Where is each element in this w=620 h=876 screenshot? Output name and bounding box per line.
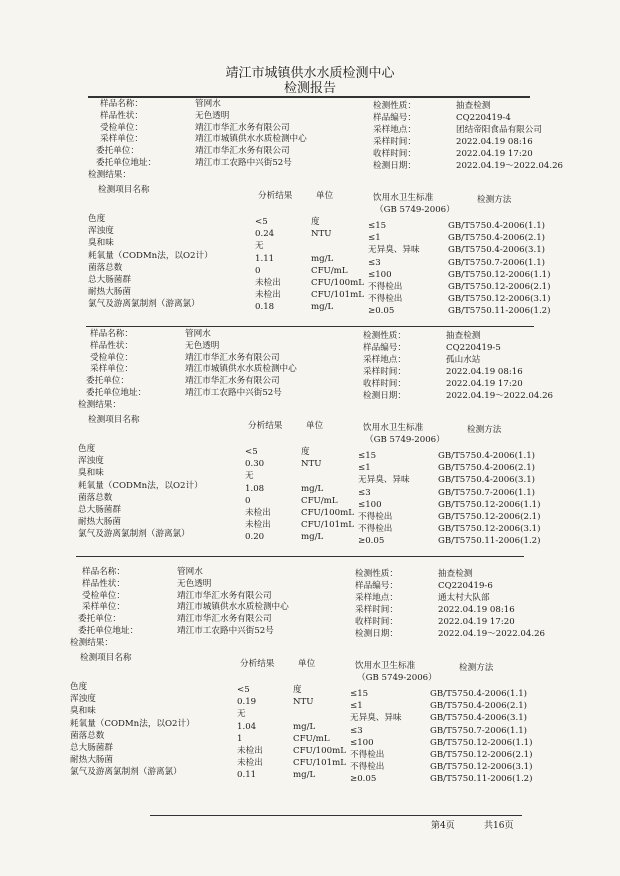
value-sample-state: 无色透明: [195, 110, 230, 121]
value-sampling-place: 通太村大队部: [438, 593, 490, 603]
row-method: GB/T5750.12-2006(1.1): [438, 499, 541, 510]
row-item: 色度: [70, 682, 88, 692]
row-item: 总大肠菌群: [70, 743, 113, 753]
title-rule: [88, 96, 530, 98]
label-entrust-unit: 委托单位：: [78, 614, 121, 625]
row-unit: NTU: [311, 229, 332, 240]
row-item: 氯气及游离氯制剂（游离氯）: [88, 299, 200, 310]
row-standard: ≤15: [350, 689, 369, 699]
row-method: GB/T5750.12-2006(1.1): [448, 269, 551, 280]
value-entrust-unit: 靖江市华汇水务有限公司: [185, 376, 280, 387]
row-method: GB/T5750.4-2006(1.1): [430, 689, 528, 699]
label-entrust-unit: 委托单位：: [86, 376, 129, 387]
row-standard: 不得检出: [358, 524, 393, 535]
col-header-standard: 饮用水卫生标准: [373, 193, 434, 203]
row-standard: ≤100: [368, 269, 392, 280]
row-result: <5: [237, 685, 250, 695]
row-standard: ≥0.05: [358, 536, 385, 547]
row-unit: CFU/100mL: [301, 508, 354, 518]
row-method: GB/T5750.11-2006(1.2): [430, 774, 533, 785]
row-result: 0: [245, 495, 251, 506]
page-total: 共16页: [484, 821, 514, 831]
row-method: GB/T5750.12-2006(3.1): [438, 524, 541, 535]
row-standard: ≤100: [350, 737, 374, 748]
row-item: 耗氧量（CODMn法，以O2计）: [70, 718, 195, 729]
row-item: 臭和味: [70, 706, 96, 717]
label-client-unit: 受检单位：: [100, 122, 143, 133]
row-item: 氯气及游离氯制剂（游离氯）: [70, 767, 182, 778]
label-sample-name: 样品名称：: [100, 99, 143, 109]
col-header-unit: 单位: [298, 659, 316, 669]
row-result: 0.30: [245, 459, 265, 470]
row-standard: ≤1: [350, 701, 363, 712]
row-standard: ≤15: [358, 451, 377, 461]
label-entrust-addr: 委托单位地址：: [96, 158, 157, 168]
row-item: 总大肠菌群: [78, 505, 121, 515]
row-result: 未检出: [245, 508, 271, 518]
row-method: GB/T5750.7-2006(1.1): [448, 257, 546, 268]
value-test-date: 2022.04.19～2022.04.26: [446, 391, 554, 401]
row-unit: CFU/mL: [301, 495, 338, 506]
row-result: 0.24: [255, 229, 275, 240]
col-header-result: 分析结果: [258, 191, 293, 201]
row-unit: mg/L: [301, 483, 324, 494]
col-header-item: 检测项目名称: [98, 185, 150, 195]
row-result: 未检出: [237, 758, 263, 769]
label-sample-no: 样品编号：: [355, 581, 398, 591]
row-unit: 度: [293, 685, 302, 695]
row-standard: ≤1: [358, 463, 371, 474]
value-client-unit: 靖江市华汇水务有限公司: [195, 122, 290, 133]
row-method: GB/T5750.12-2006(2.1): [448, 282, 551, 292]
row-result: 未检出: [255, 278, 281, 288]
report-title: 靖江市城镇供水水质检测中心: [225, 66, 395, 81]
row-result: 0.11: [237, 770, 257, 781]
label-test-date: 检测日期：: [373, 161, 416, 171]
report-subtitle: 检测报告: [283, 81, 336, 96]
row-unit: CFU/101mL: [311, 290, 364, 301]
row-result: 0.20: [245, 532, 265, 543]
row-standard: ≥0.05: [368, 306, 395, 317]
row-method: GB/T5750.11-2006(1.2): [448, 306, 551, 317]
row-method: GB/T5750.4-2006(2.1): [430, 701, 528, 712]
col-header-method: 检测方法: [477, 195, 512, 205]
label-client-unit: 受检单位：: [90, 352, 133, 363]
row-method: GB/T5750.4-2006(2.1): [448, 233, 546, 244]
row-item: 臭和味: [78, 468, 104, 479]
footer-rule: [150, 815, 522, 816]
row-unit: CFU/mL: [311, 265, 348, 276]
value-receive-time: 2022.04.19 17:20: [446, 379, 523, 389]
col-header-standard: 饮用水卫生标准: [363, 423, 424, 433]
label-sample-state: 样品性状：: [90, 340, 133, 351]
label-entrust-addr: 委托单位地址：: [86, 388, 147, 398]
label-sampling-unit: 采样单位：: [82, 602, 125, 613]
value-sampling-place: 孤山水站: [446, 355, 481, 365]
value-entrust-unit: 靖江市华汇水务有限公司: [195, 146, 290, 157]
row-item: 氯气及游离氯制剂（游离氯）: [78, 529, 190, 540]
row-standard: ≤3: [350, 725, 363, 736]
col-header-standard-code: （GB 5749-2006）: [375, 205, 455, 215]
col-header-method: 检测方法: [467, 425, 502, 435]
row-unit: CFU/100mL: [311, 278, 364, 288]
row-method: GB/T5750.12-2006(3.1): [448, 294, 551, 305]
value-sampling-time: 2022.04.19 08:16: [456, 137, 533, 147]
label-receive-time: 收样时间：: [373, 149, 416, 159]
row-result: <5: [255, 217, 268, 227]
value-sampling-place: 团结帝阳食品有限公司: [456, 125, 542, 135]
value-sample-state: 无色透明: [177, 578, 212, 589]
row-standard: 不得检出: [350, 750, 385, 760]
col-header-unit: 单位: [316, 191, 334, 201]
col-header-method: 检测方法: [459, 663, 494, 673]
row-standard: 无异臭、异味: [350, 713, 402, 724]
row-item: 耐热大肠菌: [70, 755, 113, 766]
value-sampling-unit: 靖江市城镇供水水质检测中心: [177, 602, 289, 613]
value-sampling-time: 2022.04.19 08:16: [438, 605, 515, 615]
value-receive-time: 2022.04.19 17:20: [438, 617, 515, 627]
row-method: GB/T5750.7-2006(1.1): [430, 725, 528, 736]
row-item: 色度: [78, 444, 96, 454]
label-sample-no: 样品编号：: [363, 343, 406, 353]
row-result: 1.11: [255, 253, 275, 264]
row-result: 1.04: [237, 721, 257, 732]
row-unit: mg/L: [293, 721, 316, 732]
label-test-date: 检测日期：: [363, 391, 406, 401]
row-method: GB/T5750.4-2006(3.1): [430, 713, 528, 724]
value-entrust-addr: 靖江市工农路中兴街52号: [195, 158, 292, 168]
row-unit: 度: [311, 217, 320, 227]
row-unit: CFU/101mL: [293, 758, 346, 769]
row-item: 耐热大肠菌: [88, 287, 131, 298]
col-header-unit: 单位: [306, 421, 324, 431]
value-client-unit: 靖江市华汇水务有限公司: [185, 352, 280, 363]
label-sample-name: 样品名称：: [82, 567, 125, 577]
value-client-unit: 靖江市华汇水务有限公司: [177, 590, 272, 601]
label-test-nature: 检测性质：: [363, 331, 406, 341]
label-sampling-place: 采样地点：: [355, 593, 398, 603]
label-test-result: 检测结果：: [88, 169, 131, 180]
row-item: 菌落总数: [88, 262, 123, 273]
row-method: GB/T5750.12-2006(1.1): [430, 737, 533, 748]
row-item: 臭和味: [88, 238, 114, 249]
row-unit: mg/L: [301, 532, 324, 543]
block-separator: [76, 556, 524, 557]
row-standard: 不得检出: [358, 512, 393, 522]
value-sample-name: 管网水: [185, 329, 211, 339]
col-header-standard: 饮用水卫生标准: [355, 661, 416, 671]
row-result: 1.08: [245, 483, 265, 494]
value-test-nature: 抽查检测: [456, 101, 491, 111]
col-header-result: 分析结果: [240, 659, 275, 669]
row-standard: ≤15: [368, 221, 387, 231]
row-item: 耗氧量（CODMn法，以O2计）: [78, 480, 203, 491]
row-standard: ≤3: [358, 487, 371, 498]
label-sampling-unit: 采样单位：: [90, 364, 133, 375]
row-unit: CFU/101mL: [301, 520, 354, 531]
value-sample-name: 管网水: [177, 567, 203, 577]
row-item: 耗氧量（CODMn法，以O2计）: [88, 250, 213, 261]
row-result: 0.19: [237, 697, 257, 708]
row-method: GB/T5750.11-2006(1.2): [438, 536, 541, 547]
col-header-item: 检测项目名称: [88, 415, 140, 425]
label-sample-state: 样品性状：: [100, 110, 143, 121]
row-standard: 不得检出: [368, 294, 403, 305]
label-sampling-time: 采样时间：: [373, 137, 416, 147]
row-standard: 不得检出: [368, 282, 403, 292]
label-sampling-place: 采样地点：: [363, 355, 406, 365]
value-sample-no: CQ220419-4: [456, 113, 511, 123]
label-sampling-time: 采样时间：: [363, 367, 406, 377]
row-result: <5: [245, 447, 258, 457]
row-method: GB/T5750.4-2006(3.1): [448, 245, 546, 256]
label-entrust-addr: 委托单位地址：: [78, 626, 139, 636]
row-unit: CFU/mL: [293, 733, 330, 744]
row-unit: mg/L: [311, 302, 334, 313]
row-item: 耐热大肠菌: [78, 517, 121, 528]
row-method: GB/T5750.12-2006(2.1): [430, 750, 533, 760]
row-result: 无: [237, 709, 246, 720]
label-test-result: 检测结果：: [78, 399, 121, 410]
row-result: 无: [245, 471, 254, 482]
row-standard: 不得检出: [350, 762, 385, 773]
row-unit: 度: [301, 447, 310, 457]
label-test-nature: 检测性质：: [373, 101, 416, 111]
value-sampling-unit: 靖江市城镇供水水质检测中心: [185, 364, 297, 375]
row-unit: NTU: [301, 459, 322, 470]
label-test-result: 检测结果：: [70, 637, 113, 648]
col-header-item: 检测项目名称: [80, 653, 132, 663]
row-method: GB/T5750.12-2006(3.1): [430, 762, 533, 773]
row-method: GB/T5750.7-2006(1.1): [438, 487, 536, 498]
row-result: 未检出: [237, 746, 263, 756]
col-header-standard-code: （GB 5749-2006）: [357, 673, 437, 683]
value-test-nature: 抽查检测: [446, 331, 481, 341]
label-test-nature: 检测性质：: [355, 569, 398, 579]
row-item: 浑浊度: [88, 226, 114, 237]
row-method: GB/T5750.4-2006(2.1): [438, 463, 536, 474]
row-method: GB/T5750.4-2006(1.1): [438, 451, 536, 461]
row-item: 色度: [88, 214, 106, 224]
value-sample-name: 管网水: [195, 99, 221, 109]
row-unit: mg/L: [311, 253, 334, 264]
row-unit: CFU/100mL: [293, 746, 346, 756]
value-test-date: 2022.04.19～2022.04.26: [438, 629, 546, 639]
row-item: 浑浊度: [78, 456, 104, 467]
row-standard: ≥0.05: [350, 774, 377, 785]
row-standard: 无异臭、异味: [368, 245, 420, 256]
value-sample-state: 无色透明: [185, 340, 220, 351]
row-standard: ≤100: [358, 499, 382, 510]
value-test-date: 2022.04.19～2022.04.26: [456, 161, 564, 171]
row-unit: mg/L: [293, 770, 316, 781]
label-sample-name: 样品名称：: [90, 329, 133, 339]
label-receive-time: 收样时间：: [355, 617, 398, 627]
col-header-standard-code: （GB 5749-2006）: [365, 435, 445, 445]
col-header-result: 分析结果: [248, 421, 283, 431]
row-result: 0.18: [255, 302, 275, 313]
label-sampling-unit: 采样单位：: [100, 134, 143, 145]
value-entrust-unit: 靖江市华汇水务有限公司: [177, 614, 272, 625]
value-test-nature: 抽查检测: [438, 569, 473, 579]
row-item: 菌落总数: [78, 492, 113, 503]
page-number: 第4页: [431, 821, 455, 831]
row-result: 未检出: [245, 520, 271, 531]
row-method: GB/T5750.4-2006(1.1): [448, 221, 546, 231]
row-unit: NTU: [293, 697, 314, 708]
label-sample-no: 样品编号：: [373, 113, 416, 123]
label-entrust-unit: 委托单位：: [96, 146, 139, 157]
value-entrust-addr: 靖江市工农路中兴街52号: [177, 626, 274, 636]
row-item: 总大肠菌群: [88, 275, 131, 285]
row-method: GB/T5750.4-2006(3.1): [438, 475, 536, 486]
row-result: 无: [255, 241, 264, 252]
value-sampling-time: 2022.04.19 08:16: [446, 367, 523, 377]
row-standard: ≤3: [368, 257, 381, 268]
label-sampling-time: 采样时间：: [355, 605, 398, 615]
value-sampling-unit: 靖江市城镇供水水质检测中心: [195, 134, 307, 145]
label-sample-state: 样品性状：: [82, 578, 125, 589]
block-separator: [86, 326, 534, 327]
value-receive-time: 2022.04.19 17:20: [456, 149, 533, 159]
label-sampling-place: 采样地点：: [373, 125, 416, 135]
row-item: 浑浊度: [70, 694, 96, 705]
row-standard: 无异臭、异味: [358, 475, 410, 486]
value-entrust-addr: 靖江市工农路中兴街52号: [185, 388, 282, 398]
row-item: 菌落总数: [70, 730, 105, 741]
row-result: 1: [237, 733, 243, 744]
row-standard: ≤1: [368, 233, 381, 244]
value-sample-no: CQ220419-5: [446, 343, 501, 353]
label-receive-time: 收样时间：: [363, 379, 406, 389]
label-client-unit: 受检单位：: [82, 590, 125, 601]
row-result: 0: [255, 265, 261, 276]
label-test-date: 检测日期：: [355, 629, 398, 639]
row-method: GB/T5750.12-2006(2.1): [438, 512, 541, 522]
value-sample-no: CQ220419-6: [438, 581, 493, 591]
row-result: 未检出: [255, 290, 281, 301]
